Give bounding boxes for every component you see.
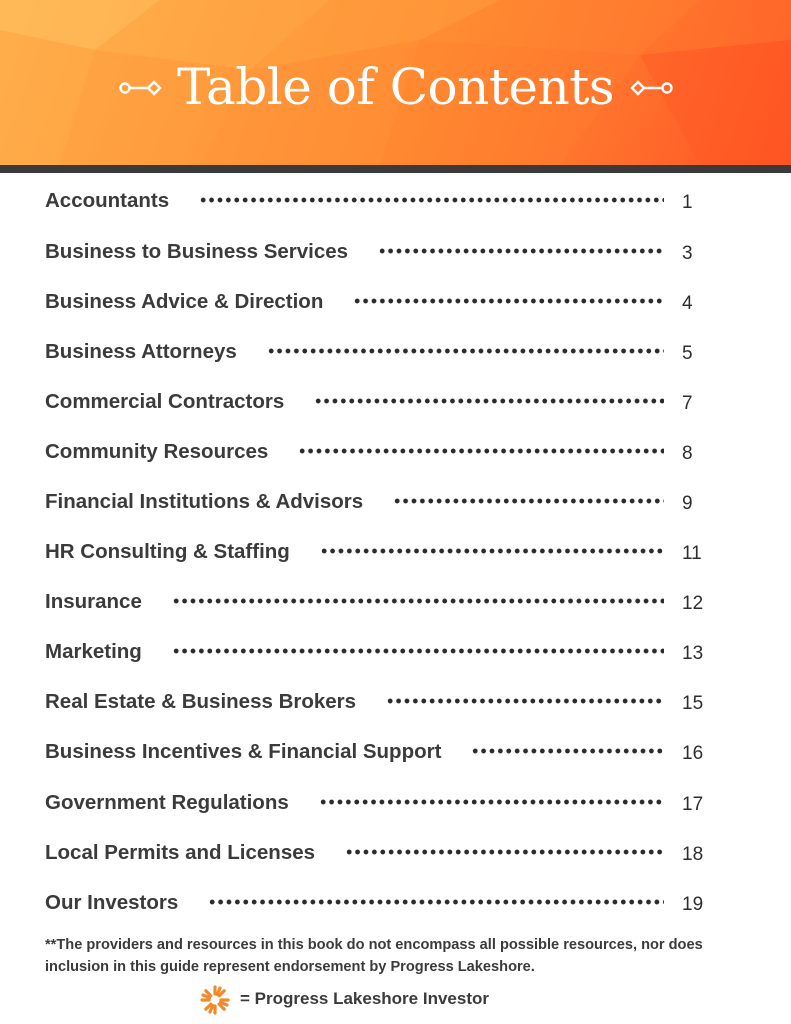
toc-entry-label: Business Advice & Direction: [45, 290, 324, 313]
toc-entry-label: Accountants: [45, 189, 170, 212]
disclaimer-text: **The providers and resources in this book do not encompass all possible resources, nor does inclusion in this guide represent endorsement by Progress Lakeshore.: [45, 937, 703, 975]
dot-leader: [314, 398, 664, 404]
toc-entry-label: Business Attorneys: [45, 340, 237, 363]
toc-page-number: 4: [682, 293, 693, 314]
dot-leader: [471, 748, 664, 754]
dot-leader: [353, 298, 664, 304]
toc-page-number: 17: [682, 794, 704, 815]
toc-page-number: 5: [682, 343, 693, 364]
header-divider: [0, 165, 791, 173]
toc-entry[interactable]: [0, 483, 791, 523]
toc-entry[interactable]: [0, 283, 791, 323]
toc-page-number: 15: [682, 693, 704, 714]
toc-entry[interactable]: [0, 884, 791, 924]
dot-leader: [319, 799, 664, 805]
toc-entry-label: Our Investors: [45, 891, 179, 914]
toc-entry-label: Real Estate & Business Brokers: [45, 690, 357, 713]
dot-leader: [199, 197, 664, 203]
toc-page-number: 9: [682, 493, 693, 514]
dot-leader: [320, 548, 664, 554]
dot-leader: [378, 248, 664, 254]
toc-entry-label: Financial Institutions & Advisors: [45, 490, 364, 513]
toc-page-number: 18: [682, 844, 704, 865]
toc-entry-label: Government Regulations: [45, 791, 289, 814]
toc-entry-label: Business to Business Services: [45, 240, 349, 263]
toc-page-number: 12: [682, 593, 704, 614]
dot-leader: [267, 348, 664, 354]
page-title: Table of Contents: [177, 58, 614, 116]
dot-leader: [208, 899, 664, 905]
dot-leader: [298, 448, 664, 454]
dot-leader: [345, 849, 664, 855]
toc-entry[interactable]: [0, 182, 791, 222]
toc-entry[interactable]: [0, 383, 791, 423]
toc-entry[interactable]: [0, 433, 791, 473]
toc-page-number: 19: [682, 894, 704, 915]
legend-label: = Progress Lakeshore Investor: [240, 989, 489, 1008]
dot-leader: [172, 648, 664, 654]
toc-page-number: 11: [682, 543, 702, 564]
toc-entry-label: Insurance: [45, 590, 142, 613]
toc-entry[interactable]: [0, 733, 791, 773]
toc-page-number: 13: [682, 643, 704, 664]
ornament-right-icon: [628, 78, 674, 98]
dot-leader: [172, 598, 664, 604]
toc-entry[interactable]: [0, 333, 791, 373]
toc-entry[interactable]: [0, 583, 791, 623]
toc-entry-label: Local Permits and Licenses: [45, 841, 316, 864]
toc-entry-label: HR Consulting & Staffing: [45, 540, 290, 563]
toc-page-number: 7: [682, 393, 693, 414]
toc-entry-label: Marketing: [45, 640, 142, 663]
toc-entry-label: Commercial Contractors: [45, 390, 285, 413]
toc-page-number: 1: [682, 192, 693, 213]
toc-entry-label: Community Resources: [45, 440, 269, 463]
dot-leader: [393, 498, 664, 504]
header-banner: [0, 0, 791, 165]
dot-leader: [386, 698, 664, 704]
sunburst-icon: [200, 985, 230, 1015]
toc-entry[interactable]: [0, 834, 791, 874]
toc-page-number: 16: [682, 743, 704, 764]
toc-entry[interactable]: [0, 784, 791, 824]
toc-entry[interactable]: [0, 683, 791, 723]
toc-entry[interactable]: [0, 233, 791, 273]
toc-entry[interactable]: [0, 533, 791, 573]
toc-entry-label: Business Incentives & Financial Support: [45, 740, 442, 763]
toc-page-number: 8: [682, 443, 693, 464]
toc-entry[interactable]: [0, 633, 791, 673]
toc-page-number: 3: [682, 243, 693, 264]
